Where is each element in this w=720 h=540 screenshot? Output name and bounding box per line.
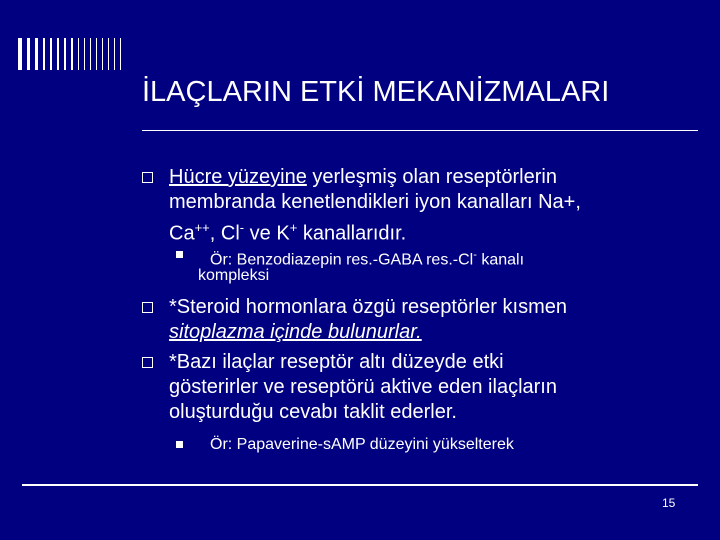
slide-title: İLAÇLARIN ETKİ MEKANİZMALARI	[142, 76, 610, 108]
page-number: 15	[662, 496, 676, 510]
bullet-box-icon	[142, 357, 153, 368]
footer-divider	[22, 484, 698, 486]
square-bullet-icon	[176, 441, 183, 448]
underlined-phrase: Hücre yüzeyine	[169, 166, 307, 188]
square-bullet-icon	[176, 251, 183, 258]
bullet-3-text: *Bazı ilaçlar reseptör altı düzeyde etki gösterirler ve reseptörü aktive eden ilaçların oluşturduğu cevabı taklit ederler.	[169, 351, 557, 423]
bullet-2-text: *Steroid hormonlara özgü reseptörler kısmen sitoplazma içinde bulunurlar.	[169, 296, 567, 343]
slide: İLAÇLARIN ETKİ MEKANİZMALARI Hücre yüzeyine yerleşmiş olan reseptörlerin membranda kenetlendikleri iyon kanalları Na+, Ca++, Cl- ve K+ kanallarıdır. Ör: Benzodiazepin res.-GABA res.-Cl- kanalı kompleksi *Steroid hormonlara özgü reseptörler kısmen sitoplazma içinde bulunurlar. *Bazı ilaçlar reseptör altı düzeyde etki gösterirler ve reseptörü aktive eden ilaçların oluşturduğu cevabı taklit ederler. Ör: Papaverine-sAMP düzeyini yükselterek 15	[0, 0, 720, 540]
bullet-box-icon	[142, 172, 153, 183]
bullet-1-text: Hücre yüzeyine yerleşmiş olan reseptörlerin membranda kenetlendikleri iyon kanalları Na+, Ca++, Cl- ve K+ kanallarıdır.	[169, 166, 581, 245]
bullet-box-icon	[142, 302, 153, 313]
title-divider	[142, 130, 698, 131]
